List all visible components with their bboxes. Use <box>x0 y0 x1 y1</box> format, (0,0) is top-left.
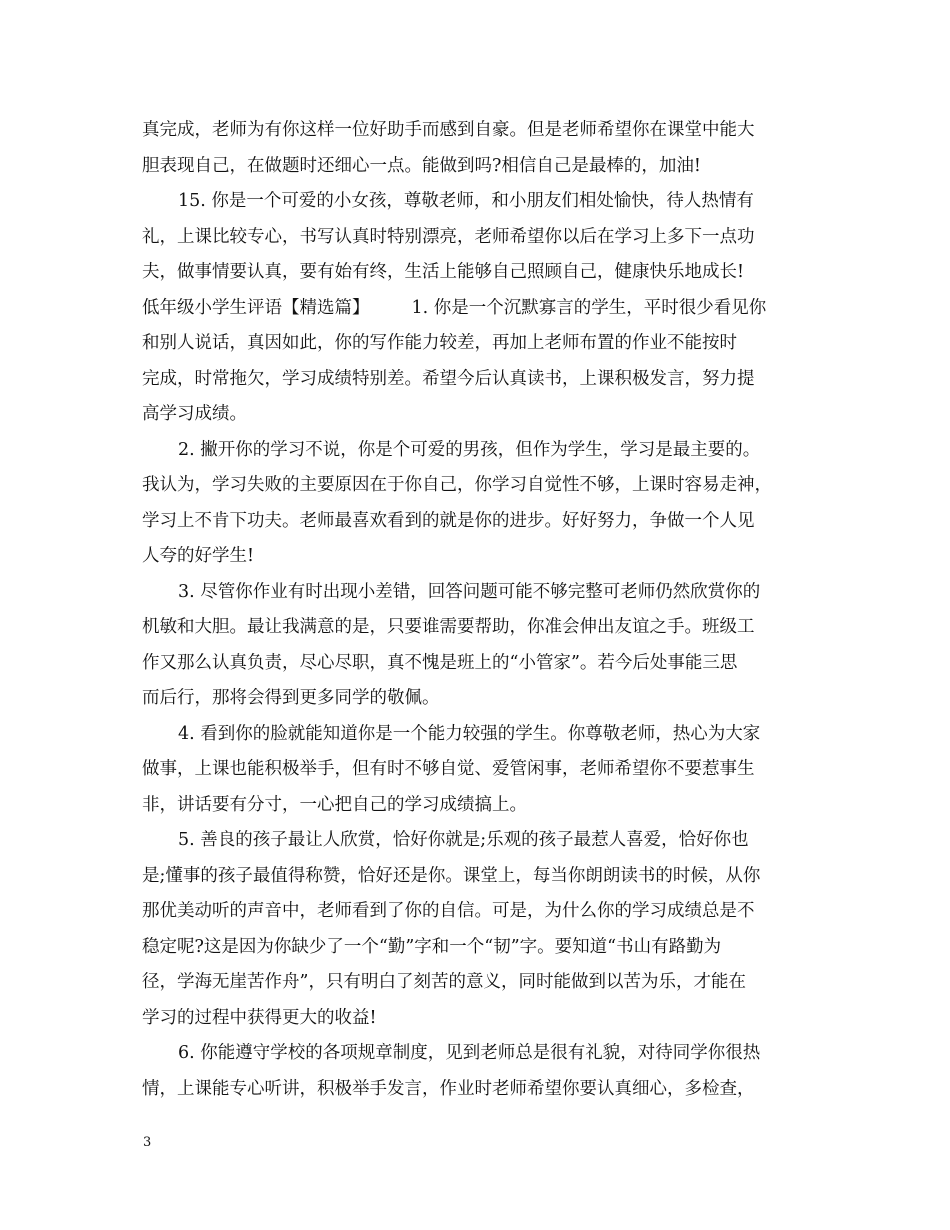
text-line: 径，学海无崖苦作舟”，只有明白了刻苦的意义，同时能做到以苦为乐，才能在 <box>142 972 746 992</box>
page-number: 3 <box>143 1135 152 1150</box>
text-line: 2. 撇开你的学习不说，你是个可爱的男孩，但作为学生，学习是最主要的。 <box>178 439 761 460</box>
text-line: 非，讲话要有分寸，一心把自己的学习成绩搞上。 <box>142 794 527 815</box>
text-line: 3. 尽管你作业有时出现小差错，回答问题可能不够完整可老师仍然欣赏你的 <box>178 581 761 602</box>
text-line: 6. 你能遵守学校的各项规章制度，见到老师总是很有礼貌，对待同学你很热 <box>178 1043 761 1063</box>
text-line: 4. 看到你的脸就能知道你是一个能力较强的学生。你尊敬老师，热心为大家 <box>178 723 761 744</box>
text-line: 那优美动听的声音中，老师看到了你的自信。可是，为什么你的学习成绩总是不 <box>142 901 755 921</box>
text-line-continuation: 1. 你是一个沉默寡言的学生，平时很少看见你 <box>411 297 767 318</box>
text-line: 5. 善良的孩子最让人欣赏，恰好你就是;乐观的孩子最惹人喜爱，恰好你也 <box>178 830 749 850</box>
text-line: 夫，做事情要认真，要有始有终，生活上能够自己照顾自己，健康快乐地成长! <box>142 262 745 282</box>
text-line: 学习上不肯下功夫。老师最喜欢看到的就是你的进步。好好努力，争做一个人见 <box>142 510 755 531</box>
text-line: 完成，时常拖欠，学习成绩特别差。希望今后认真读书，上课积极发言，努力提 <box>142 368 755 389</box>
text-line: 是;懂事的孩子最值得称赞，恰好还是你。课堂上，每当你朗朗读书的时候，从你 <box>142 865 761 886</box>
text-line: 15. 你是一个可爱的小女孩，尊敬老师，和小朋友们相处愉快，待人热情有 <box>178 191 754 211</box>
text-line-section-heading <box>142 291 818 327</box>
text-line: 情，上课能专心听讲，积极举手发言，作业时老师希望你要认真细心，多检查， <box>142 1078 755 1099</box>
text-line: 真完成，老师为有你这样一位好助手而感到自豪。但是老师希望你在课堂中能大 <box>142 120 755 140</box>
text-line: 作又那么认真负责，尽心尽职，真不愧是班上的“小管家”。若今后处事能三思 <box>142 652 738 673</box>
text-line: 而后行，那将会得到更多同学的敬佩。 <box>142 688 440 708</box>
text-line: 机敏和大胆。最让我满意的是，只要谁需要帮助，你准会伸出友谊之手。班级工 <box>142 617 755 637</box>
text-line: 我认为，学习失败的主要原因在于你自己，你学习自觉性不够，上课时容易走神， <box>142 475 772 495</box>
text-line: 稳定呢?这是因为你缺少了一个“勤”字和一个“韧”字。要知道“书山有路勤为 <box>142 936 722 957</box>
body-text <box>142 113 818 1107</box>
text-line: 高学习成绩。 <box>142 404 247 424</box>
text-line: 人夸的好学生! <box>142 546 255 566</box>
text-line: 礼，上课比较专心，书写认真时特别漂亮，老师希望你以后在学习上多下一点功 <box>142 226 755 247</box>
text-line: 和别人说话，真因如此，你的写作能力较差，再加上老师布置的作业不能按时 <box>142 333 737 353</box>
section-heading: 低年级小学生评语【精选篇】 <box>142 297 370 318</box>
text-line: 学习的过程中获得更大的收益! <box>142 1007 377 1028</box>
text-line: 胆表现自己，在做题时还细心一点。能做到吗?相信自己是最棒的，加油! <box>142 155 701 176</box>
text-line: 做事，上课也能积极举手，但有时不够自觉、爱管闲事，老师希望你不要惹事生 <box>142 759 755 779</box>
